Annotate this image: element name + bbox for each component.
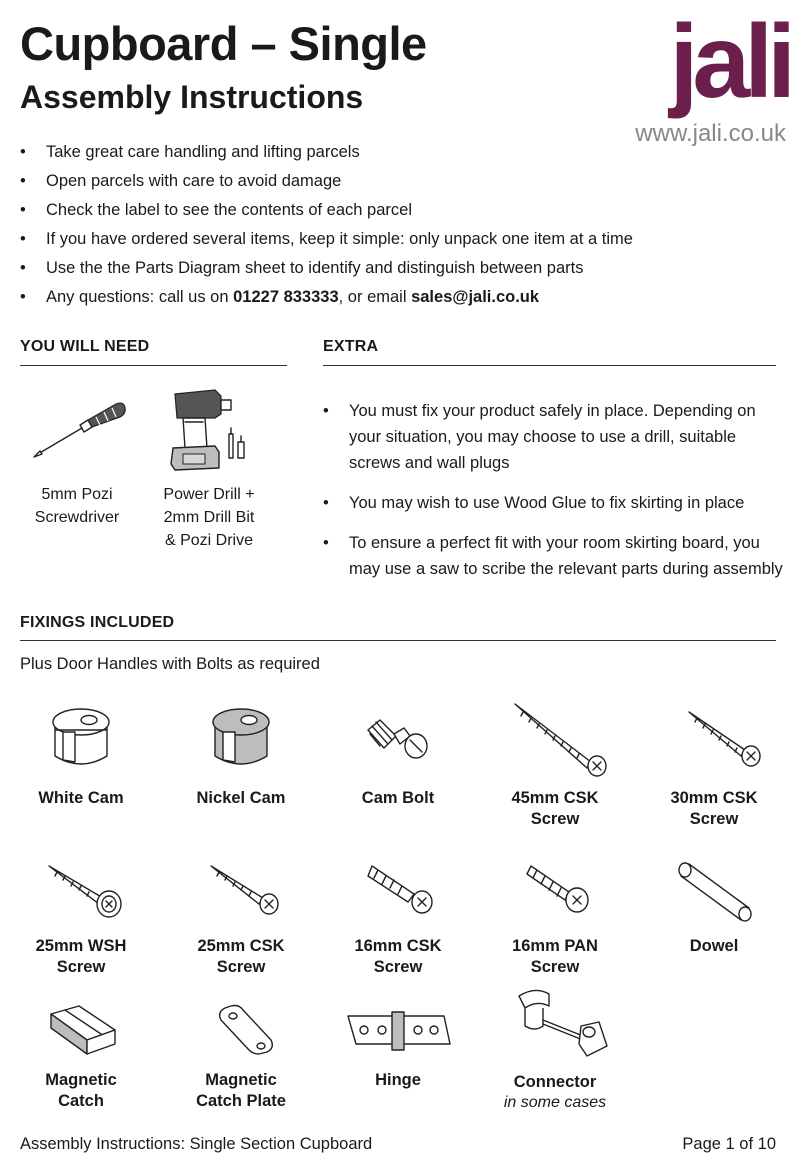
fixing-label	[166, 788, 316, 809]
fixing-label	[166, 936, 316, 978]
fixing-45mm-csk-screw	[480, 700, 630, 830]
list-item: • If you have ordered several items, keep it simple: only unpack one item at a time	[20, 225, 640, 254]
divider	[20, 640, 776, 641]
list-item: • You must fix your product safely in place. Depending on your situation, you may choose to use a drill, suitable screws and wall plugs	[323, 398, 783, 476]
fixing-label-line: 16mm PAN	[512, 937, 598, 955]
logo-url: www.jali.co.uk	[635, 120, 786, 147]
fixing-label	[480, 788, 630, 830]
extra-heading: EXTRA	[323, 338, 379, 355]
fixing-label-line: Cam Bolt	[361, 789, 435, 807]
fixing-label-line: Dowel	[689, 937, 739, 955]
screw-25mm-csk-icon	[191, 858, 291, 928]
dowel-icon	[659, 858, 769, 928]
fixing-label	[166, 1070, 316, 1112]
connector-icon	[495, 986, 615, 1062]
fixing-label-line: Screw	[530, 958, 580, 976]
fixing-white-cam	[6, 700, 156, 809]
fixing-label-line: Screw	[530, 810, 580, 828]
fixing-label-line: Connector	[513, 1073, 597, 1091]
fixing-label-line: Screw	[373, 958, 423, 976]
page-title: Cupboard – Single	[20, 17, 427, 70]
fixing-label	[639, 936, 789, 957]
fixing-label-line: White Cam	[38, 789, 124, 807]
you-will-need-heading: YOU WILL NEED	[20, 338, 150, 355]
contact-email: sales@jali.co.uk	[411, 288, 540, 306]
fixing-30mm-csk-screw	[639, 700, 789, 830]
screw-30mm-csk-icon	[659, 700, 769, 780]
fixing-label	[323, 936, 473, 978]
fixing-16mm-pan-screw	[480, 858, 630, 978]
fixing-connector	[480, 986, 630, 1113]
fixing-label-line: 25mm CSK	[197, 937, 285, 955]
fixing-label-line: Screw	[689, 810, 739, 828]
fixing-25mm-wsh-screw	[6, 858, 156, 978]
fixings-note: Plus Door Handles with Bolts as required	[20, 655, 320, 673]
screw-16mm-pan-icon	[505, 858, 605, 928]
screw-45mm-csk-icon	[495, 700, 615, 780]
fixing-nickel-cam	[166, 700, 316, 809]
extra-list	[323, 398, 783, 596]
list-item: • Use the the Parts Diagram sheet to identify and distinguish between parts	[20, 254, 640, 283]
cam-bolt-icon	[358, 700, 438, 780]
logo-wordmark: jali	[669, 4, 790, 120]
page-subtitle: Assembly Instructions	[20, 79, 364, 115]
list-item: • Take great care handling and lifting parcels	[20, 138, 640, 167]
nickel-cam-icon	[201, 700, 281, 780]
tool-screwdriver-caption	[22, 483, 132, 529]
fixing-sublabel: in some cases	[503, 1094, 607, 1111]
fixing-label	[480, 1072, 630, 1093]
fixing-label-line: Hinge	[375, 1071, 421, 1089]
fixing-label-line: 30mm CSK	[670, 789, 758, 807]
fixing-label-line: 25mm WSH	[35, 937, 127, 955]
tool-caption-line: 2mm Drill Bit	[163, 509, 255, 526]
fixing-label	[323, 788, 473, 809]
footer-page-number: Page 1 of 10	[682, 1135, 776, 1153]
magnetic-catch-plate-icon	[191, 1000, 291, 1062]
fixing-label-line: Catch	[58, 1092, 104, 1110]
fixing-label-line: 45mm CSK	[511, 789, 599, 807]
tool-caption-line: & Pozi Drive	[164, 532, 254, 549]
fixing-label-line: Magnetic	[205, 1071, 277, 1089]
fixing-label-line: Nickel Cam	[196, 789, 286, 807]
screwdriver-icon	[30, 398, 130, 460]
white-cam-icon	[41, 700, 121, 780]
fixing-label	[6, 936, 156, 978]
fixing-dowel	[639, 858, 789, 957]
fixing-label-line: Screw	[216, 958, 266, 976]
contact-middle: , or email	[338, 288, 412, 306]
footer-document-title: Assembly Instructions: Single Section Cupboard	[20, 1135, 373, 1153]
power-drill-icon	[163, 386, 253, 476]
list-item: • Check the label to see the contents of each parcel	[20, 196, 640, 225]
fixings-heading: FIXINGS INCLUDED	[20, 614, 175, 631]
tool-caption-line: Power Drill +	[163, 486, 255, 503]
contact-bullet	[20, 283, 640, 312]
hinge-icon	[338, 1000, 458, 1062]
fixing-label-line: 16mm CSK	[354, 937, 442, 955]
tool-drill-caption	[150, 483, 268, 552]
fixing-magnetic-catch-plate	[166, 1000, 316, 1112]
screw-16mm-csk-icon	[348, 858, 448, 928]
tool-caption-line: Screwdriver	[34, 509, 120, 526]
fixing-label	[6, 1070, 156, 1112]
list-item: • Open parcels with care to avoid damage	[20, 167, 640, 196]
fixing-label	[323, 1070, 473, 1091]
list-item: • To ensure a perfect fit with your room skirting board, you may use a saw to scribe the relevant parts during assembly	[323, 530, 783, 582]
divider	[20, 365, 287, 366]
fixing-magnetic-catch	[6, 1000, 156, 1112]
fixing-16mm-csk-screw	[323, 858, 473, 978]
contact-phone: 01227 833333	[233, 288, 339, 306]
fixing-label	[480, 936, 630, 978]
fixing-label-line: Magnetic	[45, 1071, 117, 1089]
divider	[323, 365, 776, 366]
fixing-label	[6, 788, 156, 809]
tool-caption-line: 5mm Pozi	[41, 486, 113, 503]
fixing-cam-bolt	[323, 700, 473, 809]
list-item: • You may wish to use Wood Glue to fix skirting in place	[323, 490, 783, 516]
fixing-label	[639, 788, 789, 830]
fixing-label-line: Screw	[56, 958, 106, 976]
intro-bullet-list	[20, 138, 640, 312]
screw-25mm-wsh-icon	[31, 858, 131, 928]
contact-prefix: Any questions: call us on	[46, 288, 234, 306]
magnetic-catch-icon	[31, 1000, 131, 1062]
fixing-25mm-csk-screw	[166, 858, 316, 978]
fixing-hinge	[323, 1000, 473, 1091]
fixing-label-line: Catch Plate	[196, 1092, 286, 1110]
